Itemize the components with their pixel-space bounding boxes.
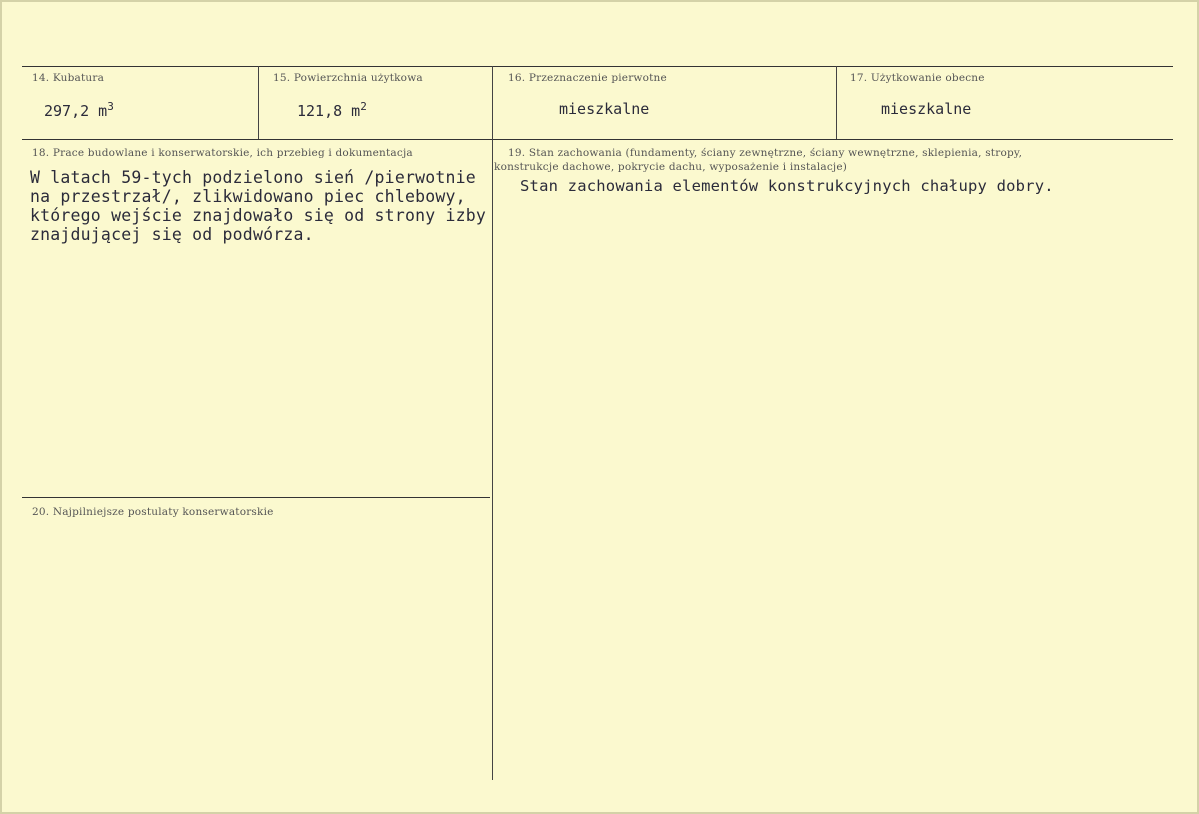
area-unit-exponent: 2: [360, 100, 367, 113]
section-18-20-divider: [22, 497, 490, 498]
field-19-value: Stan zachowania elementów konstrukcyjnych chałupy dobry.: [520, 177, 1054, 195]
field-15-value: [297, 100, 367, 120]
field-19-label-line-1: 19. Stan zachowania (fundamenty, ściany zewnętrzne, ściany wewnętrzne, sklepienia, stropy,: [508, 147, 1023, 159]
field-14-value: [44, 100, 114, 120]
field-19-label-line-2: konstrukcje dachowe, pokrycie dachu, wyposażenie i instalacje): [494, 161, 848, 173]
field-18-line: znajdującej się od podwórza.: [30, 225, 314, 244]
kubatura-value: 297,2 m: [44, 102, 108, 120]
field-16-label: 16. Przeznaczenie pierwotne: [508, 72, 667, 84]
field-17-value: mieszkalne: [881, 100, 972, 118]
field-20-label: 20. Najpilniejsze postulaty konserwatorskie: [32, 506, 274, 518]
field-18-line: W latach 59-tych podzielono sień /pierwotnie: [30, 168, 476, 187]
field-18-line: na przestrzał/, zlikwidowano piec chlebowy,: [30, 187, 466, 206]
field-16-value: mieszkalne: [559, 100, 650, 118]
field-18-text: [30, 168, 486, 244]
field-14-label: 14. Kubatura: [32, 72, 105, 84]
kubatura-unit-exponent: 3: [107, 100, 114, 113]
field-18-label: 18. Prace budowlane i konserwatorskie, ich przebieg i dokumentacja: [32, 147, 413, 159]
col-divider-14-15: [258, 66, 259, 139]
col-divider-15-16: [492, 66, 493, 780]
field-15-label: 15. Powierzchnia użytkowa: [273, 72, 423, 84]
top-rule: [22, 66, 1173, 67]
area-value: 121,8 m: [297, 102, 361, 120]
row-divider: [22, 139, 1173, 140]
col-divider-16-17: [836, 66, 837, 139]
field-18-line: którego wejście znajdowało się od strony izby: [30, 206, 487, 225]
field-17-label: 17. Użytkowanie obecne: [850, 72, 985, 84]
